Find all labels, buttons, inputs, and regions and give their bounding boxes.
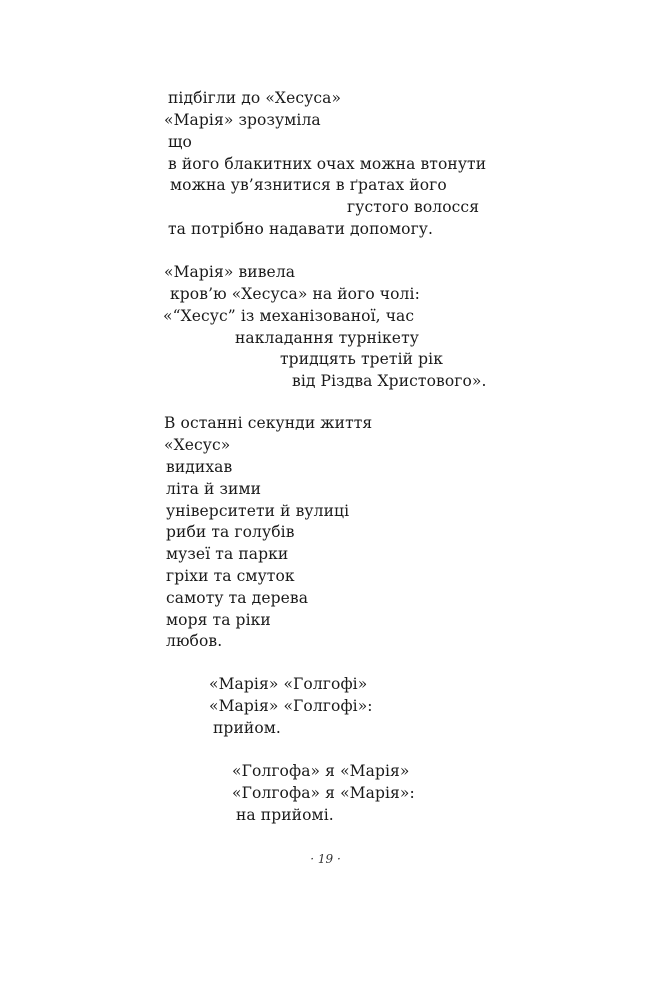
poem-line: «Марія» «Голгофі» (209, 675, 368, 693)
poem-line: густого волосся (347, 198, 480, 216)
poem-line: що (168, 133, 192, 151)
poem-line: прийом. (213, 719, 281, 737)
poem-line: видихав (166, 458, 233, 476)
poem-line: на прийомі. (236, 806, 334, 824)
poem-line: В останні секунди життя (164, 414, 373, 432)
poem-line: любов. (166, 632, 223, 650)
poem-line: кров’ю «Хесуса» на його чолі: (170, 285, 420, 303)
poem-line: гріхи та смуток (166, 567, 295, 585)
poem-line: літа й зими (166, 480, 262, 498)
poem-line: накладання турнікету (235, 329, 419, 347)
poem-line: риби та голубів (166, 523, 295, 541)
page-number: · 19 · (310, 852, 341, 866)
poem-line: «Голгофа» я «Марія»: (232, 784, 415, 802)
poem-line: моря та ріки (166, 611, 271, 629)
poem-line: самоту та дерева (166, 589, 309, 607)
poem-line: «Марія» «Голгофі»: (209, 697, 373, 715)
poem-line: музеї та парки (166, 545, 289, 563)
poem-line: від Різдва Христового». (292, 372, 487, 390)
poem-line: в його блакитних очах можна втонути (168, 155, 487, 173)
poem-line: можна ув’язнитися в ґратах його (170, 176, 447, 194)
poem-line: «Хесус» (164, 436, 231, 454)
poem-line: «Марія» вивела (164, 263, 296, 281)
poem-line: тридцять третій рік (280, 350, 443, 368)
poem-line: університети й вулиці (166, 502, 350, 520)
poem-line: «Марія» зрозуміла (164, 111, 321, 129)
poem-line: підбігли до «Хесуса» (168, 89, 342, 107)
poem-line: «Голгофа» я «Марія» (232, 762, 410, 780)
poem-line: «“Хесус” із механізованої, час (163, 307, 415, 325)
poem-line: та потрібно надавати допомогу. (168, 220, 434, 238)
